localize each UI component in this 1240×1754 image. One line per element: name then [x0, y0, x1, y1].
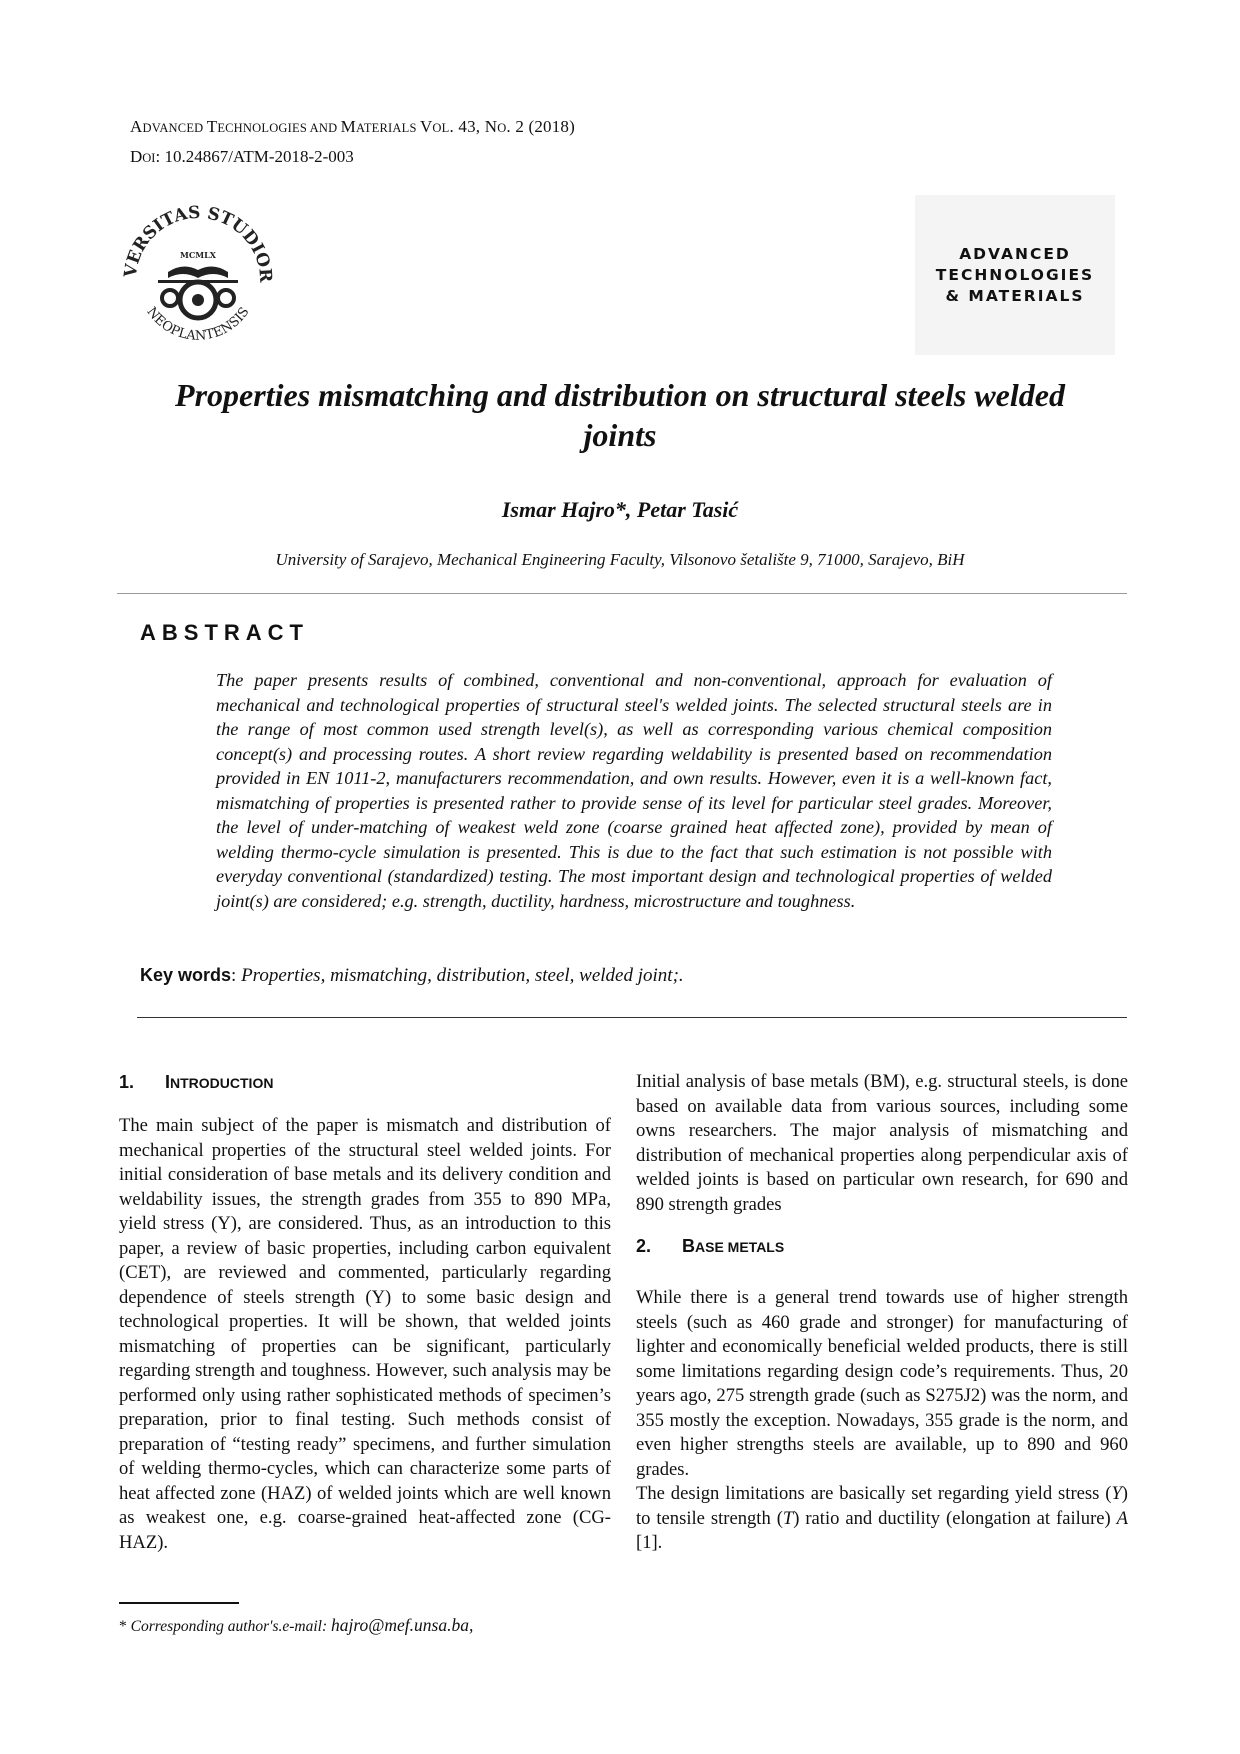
journal-header: ADVANCED TECHNOLOGIES AND MATERIALS VOL. 43, NO. 2 (2018) — [130, 117, 575, 136]
university-seal-icon — [118, 200, 278, 360]
authors: Ismar Hajro*, Petar Tasić — [501, 497, 739, 522]
journal-logo-line3: & MATERIALS — [945, 286, 1085, 305]
divider — [117, 593, 1127, 594]
journal-logo-line2: TECHNOLOGIES — [935, 265, 1095, 284]
seal-bottom-text: NEOPLANTENSIS — [143, 304, 253, 344]
abstract-text: The paper presents results of combined, conventional and non-conventional, approach for evaluation of mechanical and technological properties of structural steel's welded joints. The selected structural steels are in the range of most common used strength level(s), as well as corresponding various chemical composition concept(s) and processing routes. A short review regarding weldability is presented based on recommendation provided in EN 1011-2, manufacturers recommendation, and own results. However, even it is a well-known fact, mismatching of properties is presented rather to provide sense of its level for particular steel grades. Moreover, the level of under-matching of weakest weld zone (coarse grained heat affected zone), provided by mean of welding thermo-cycle simulation is presented. This is due to the fact that such estimation is not possible with everyday conventional (standardized) testing. The most important design and technological properties of welded joint(s) are considered; e.g. strength, ductility, hardness, microstructure and toughness. — [216, 670, 1052, 911]
affiliation: University of Sarajevo, Mechanical Engineering Faculty, Vilsonovo šetalište 9, 71000, Sarajevo, BiH — [275, 550, 965, 569]
base-metals-text: While there is a general trend towards use of higher strength steels (such as 460 grade and stronger) for manufacturing of lighter and economically beneficial welded products, there is still some limitations regarding design code’s requirements. Thus, 20 years ago, 275 strength grade (such as S275J2) was the norm, and 355 mostly the exception. Nowadays, 355 grade is the norm, and even higher strengths steels are available, up to 890 and 960 grades. The design limitations are basically set regarding yield stress (Y) to tensile strength (T) ratio and ductility (elongation at failure) A [1]. — [636, 1286, 1128, 1556]
keywords-text: Properties, mismatching, distribution, steel, welded joint;. — [241, 965, 684, 986]
footnote: * Corresponding author's.e-mail: hajro@mef.unsa.ba, — [119, 1615, 474, 1635]
author-email[interactable]: hajro@mef.unsa.ba, — [331, 1615, 474, 1635]
paper-title: Properties mismatching and distribution on structural steels welded joints — [175, 377, 1065, 453]
divider — [137, 1017, 1127, 1018]
section-heading-introduction: 1. INTRODUCTION — [119, 1072, 274, 1092]
section-heading-base-metals: 2. BASE METALS — [636, 1236, 785, 1256]
right-intro-paragraph: Initial analysis of base metals (BM), e.g. structural steels, is done based on available data from various sources, including some owns researchers. The major analysis of mismatching and distribution of mechanical properties along perpendicular axis of welded joints is based on particular own research, for 690 and 890 strength grades — [636, 1071, 1128, 1215]
design-limitations-paragraph: The design limitations are basically set regarding yield stress (Y) to tensile strength (T) ratio and ductility (elongation at failure) A [1]. — [636, 1483, 1128, 1553]
keywords-label: Key words — [140, 965, 232, 985]
journal-logo — [915, 195, 1115, 355]
keywords: Key words: Properties, mismatching, distribution, steel, welded joint;. — [140, 965, 684, 986]
journal-logo-line1: ADVANCED — [959, 244, 1071, 263]
abstract-heading: ABSTRACT — [140, 620, 309, 645]
svg-text:NEOPLANTENSIS — [143, 305, 252, 344]
seal-top-text: VERSITAS STUDIOR — [120, 202, 276, 284]
footnote-rule — [119, 1602, 239, 1604]
doi-line: DOI: 10.24867/ATM-2018-2-003 — [130, 147, 354, 166]
seal-year: MCMLX — [180, 250, 216, 260]
introduction-paragraph: The main subject of the paper is mismatch and distribution of mechanical properties of the structural steel welded joints. For initial consideration of base metals and its delivery condition and weldability issues, the strength grades from 355 to 890 MPa, yield stress (Y), are considered. Thus, as an introduction to this paper, a review of basic properties, including carbon equivalent (CET), are reviewed and commented, particularly regarding dependence of steels strength (Y) to some basic design and technological properties. It will be shown, that welded joints mismatching of properties can be significant, particularly regarding strength and toughness. However, such analysis may be performed only using rather sophisticated methods of specimen’s preparation, prior to final testing. Such methods consist of preparation of “testing ready” specimens, and further simulation of welding thermo-cycles, which can characterize some parts of heat affected zone (HAZ) of welded joints which are well known as weakest one, e.g. coarse-grained heat-affected zone (CG-HAZ). — [119, 1115, 611, 1553]
